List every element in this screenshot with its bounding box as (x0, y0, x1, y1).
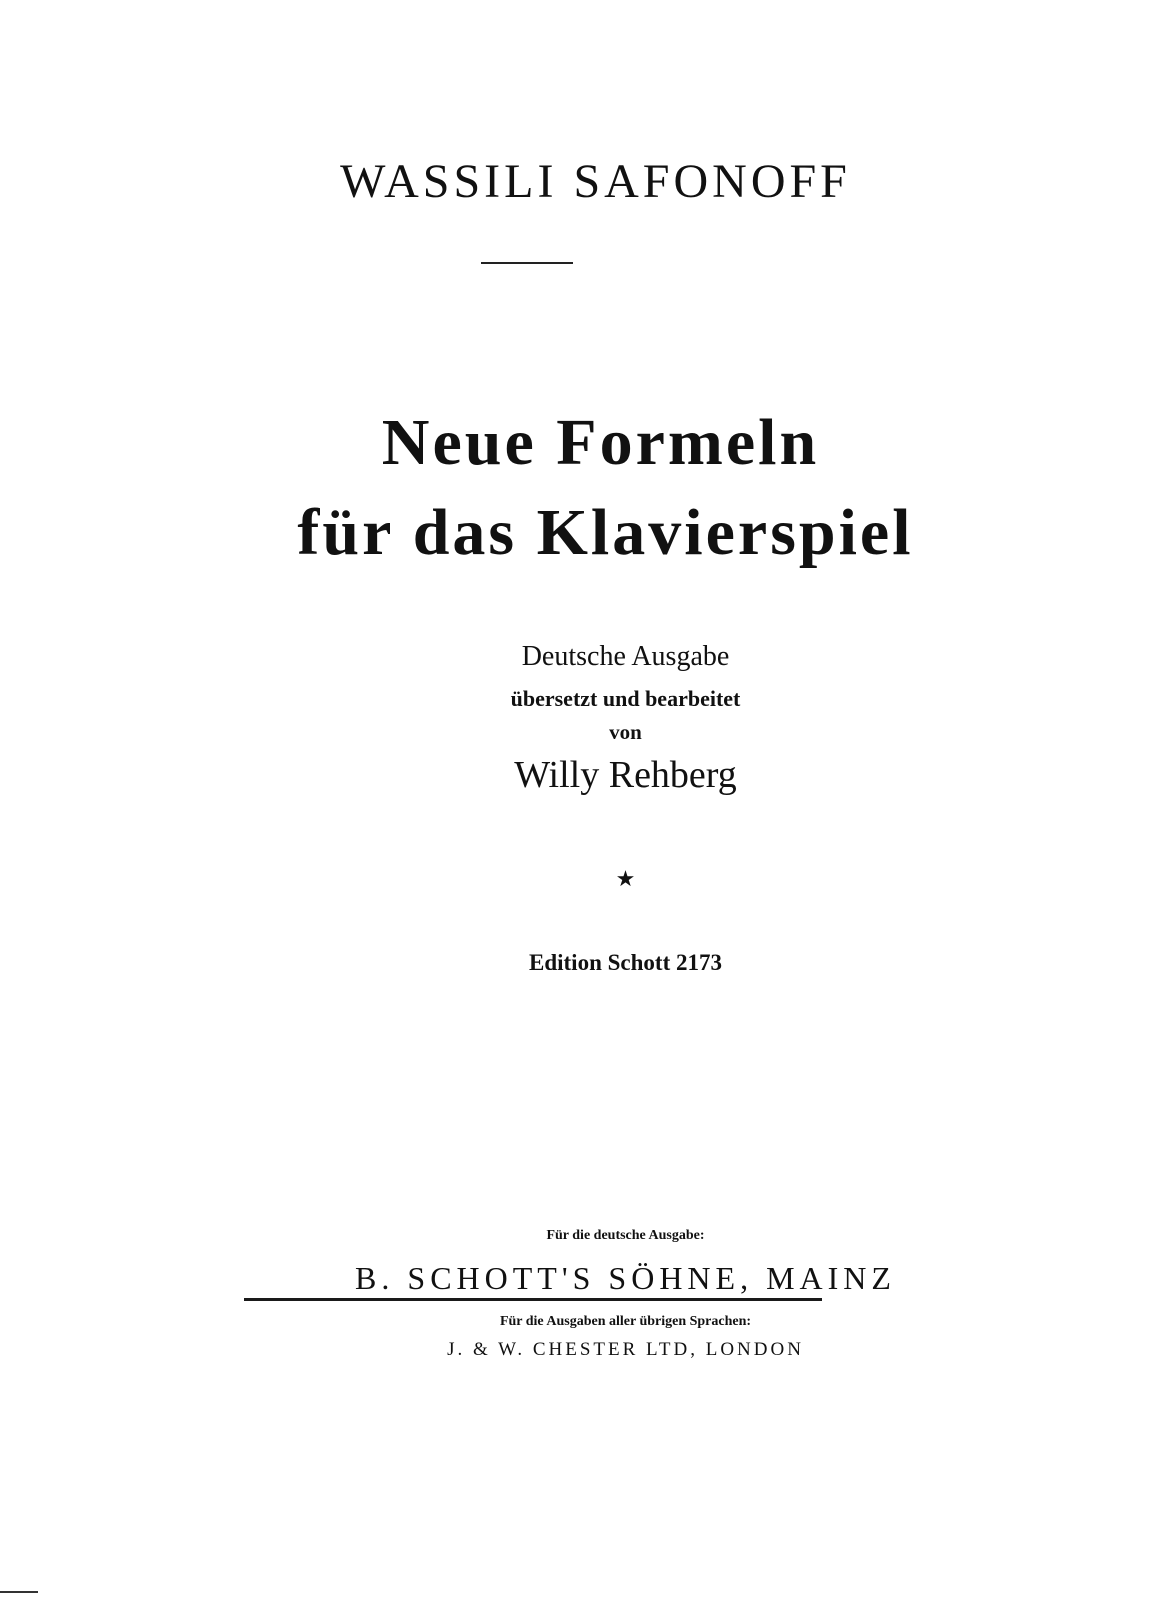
other-editions-label: Für die Ausgaben aller übrigen Sprachen: (499, 1314, 752, 1329)
editor-name: Willy Rehberg (514, 754, 737, 796)
by-label: von (609, 720, 642, 744)
short-divider (481, 262, 573, 264)
star-icon: ★ (615, 866, 636, 891)
distributor-name: J. & W. CHESTER LTD, LONDON (447, 1339, 804, 1360)
german-edition-label: Für die deutsche Ausgabe: (546, 1228, 705, 1243)
translated-note: übersetzt und bearbeitet (510, 686, 741, 711)
composer-name: WASSILI SAFONOFF (340, 155, 851, 208)
scan-edge-mark (0, 1591, 38, 1593)
work-title-line-1: Neue Formeln (381, 406, 820, 479)
catalog-number: Edition Schott 2173 (529, 950, 722, 975)
language-edition: Deutsche Ausgabe (521, 641, 730, 672)
work-title-line-2: für das Klavierspiel (297, 496, 914, 569)
publisher-underline (244, 1298, 822, 1301)
publisher-name: B. SCHOTT'S SÖHNE, MAINZ (355, 1260, 896, 1296)
